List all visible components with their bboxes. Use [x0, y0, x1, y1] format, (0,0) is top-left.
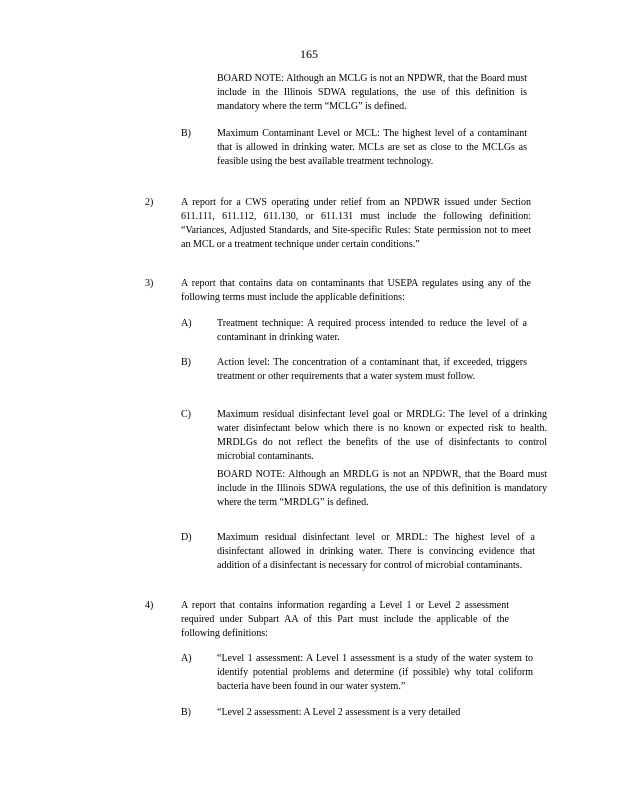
item-label: 4) [145, 600, 154, 611]
item-label: B) [181, 128, 191, 139]
definition-level1-assessment: “Level 1 assessment: A Level 1 assessment is a study of the water system to identify potential problems and determine (if possible) why total coliform bacteria have been found in our water system.” [217, 653, 533, 692]
paragraph-assessment: A report that contains information regarding a Level 1 or Level 2 assessment required under Subpart AA of this Part must include the applicable of the following definitions: [181, 600, 509, 639]
item-label: A) [181, 653, 192, 664]
definition-action-level: Action level: The concentration of a contaminant that, if exceeded, triggers treatment or other requirements that a water system must follow. [217, 357, 527, 382]
definition-mrdlg: Maximum residual disinfectant level goal or MRDLG: The level of a drinking water disinfectant below which there is no known or expected risk to health. MRDLGs do not reflect the benefits of the use of disinfectants to control microbial contaminants. [217, 409, 547, 462]
definition-treatment-technique: Treatment technique: A required process intended to reduce the level of a contaminant in drinking water. [217, 318, 527, 343]
item-label: 3) [145, 278, 154, 289]
definition-level2-assessment: “Level 2 assessment: A Level 2 assessment is a very detailed [217, 707, 461, 718]
board-note-mrdlg: BOARD NOTE: Although an MRDLG is not an NPDWR, that the Board must include in the Illinois SDWA regulations, the use of this definition is mandatory where the term “MRDLG” is defined. [217, 469, 547, 508]
item-label: B) [181, 357, 191, 368]
item-label: B) [181, 707, 191, 718]
definition-mrdl: Maximum residual disinfectant level or MRDL: The highest level of a disinfectant allowed in drinking water. There is convincing evidence that addition of a disinfectant is necessary for control of microbial contaminants. [217, 532, 535, 571]
paragraph-variances: A report for a CWS operating under relief from an NPDWR issued under Section 611.111, 611.112, 611.130, or 611.131 must include the following definition: “Variances, Adjusted Standards, and Site-specific Rules: State permission not to meet an MCL or a treatment technique under certain conditions.” [181, 197, 531, 250]
item-label: 2) [145, 197, 154, 208]
board-note-mclg: BOARD NOTE: Although an MCLG is not an NPDWR, that the Board must include in the Illinois SDWA regulations, the use of this definition is mandatory where the term “MCLG” is defined. [217, 73, 527, 112]
page-number: 165 [300, 47, 318, 61]
item-label: C) [181, 409, 191, 420]
definition-mcl: Maximum Contaminant Level or MCL: The highest level of a contaminant that is allowed in drinking water. MCLs are set as close to the MCLGs as feasible using the best available treatment technology. [217, 128, 527, 167]
item-label: D) [181, 532, 192, 543]
paragraph-contaminant-terms: A report that contains data on contaminants that USEPA regulates using any of the following terms must include the applicable definitions: [181, 278, 531, 303]
item-label: A) [181, 318, 192, 329]
